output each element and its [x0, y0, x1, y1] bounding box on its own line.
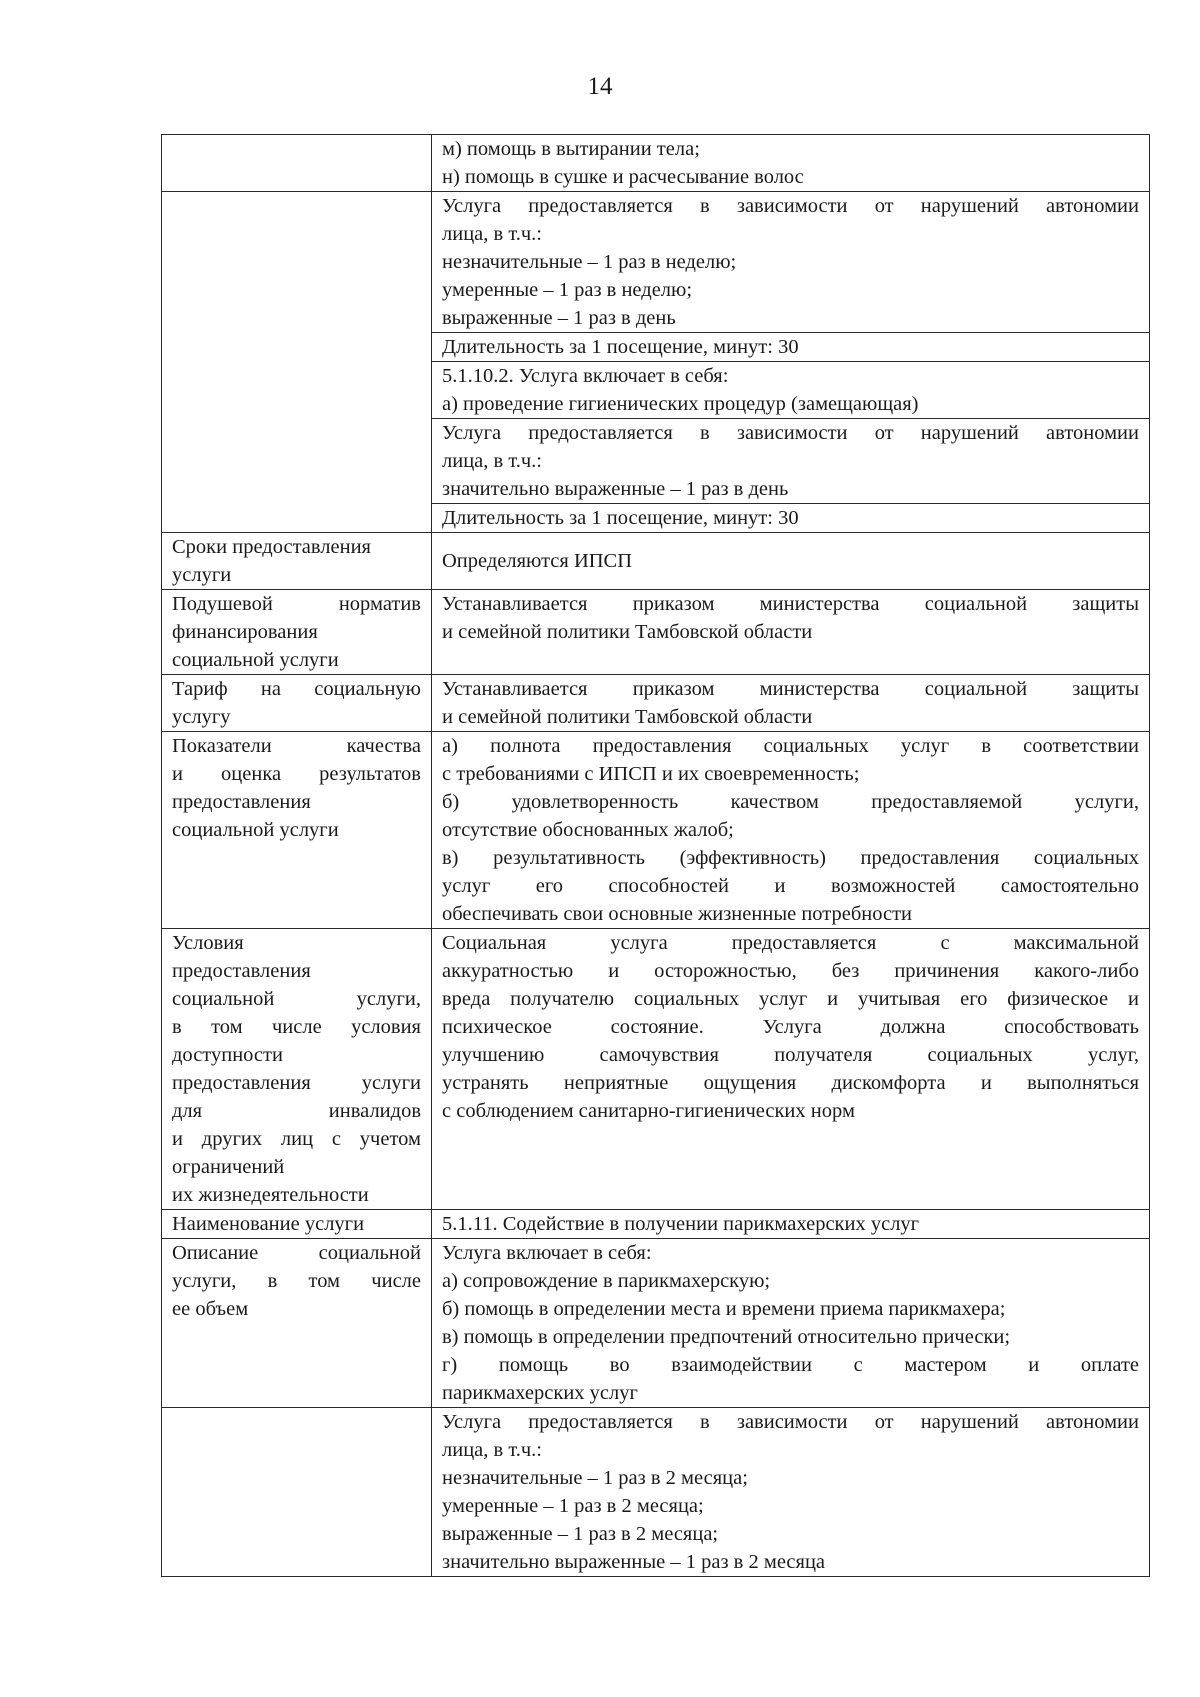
- empty-label-cell: [162, 362, 432, 419]
- text-line: вреда получателю социальных услуг и учитывая его физическое и: [442, 988, 1139, 1010]
- empty-label-cell: [162, 333, 432, 362]
- text-line: психическое состояние. Услуга должна способствовать: [442, 1016, 1139, 1038]
- label-line: финансирования: [172, 621, 318, 643]
- label-line: Показатели качества: [172, 735, 421, 757]
- text-line: Длительность за 1 посещение, минут: 30: [442, 336, 799, 358]
- value-cell: [432, 1210, 1150, 1239]
- table-row: [162, 533, 1150, 590]
- table-row: [162, 929, 1150, 1210]
- label-line: для инвалидов: [172, 1100, 421, 1122]
- empty-label-cell: [162, 504, 432, 533]
- value-cell: [432, 732, 1150, 929]
- label-line: социальной услуги: [172, 819, 339, 841]
- text-line: лица, в т.ч.:: [442, 223, 542, 245]
- text-line: Устанавливается приказом министерства социальной защиты: [442, 678, 1139, 700]
- value-cell: [432, 675, 1150, 732]
- label-line: Наименование услуги: [172, 1213, 365, 1235]
- label-line: услуги, в том числе: [172, 1270, 421, 1292]
- text-line: значительно выраженные – 1 раз в день: [442, 478, 789, 500]
- value-cell: [432, 362, 1150, 419]
- label-line: Тариф на социальную: [172, 678, 421, 700]
- text-line: г) помощь во взаимодействии с мастером и оплате: [442, 1354, 1139, 1376]
- value-cell: [432, 333, 1150, 362]
- value-cell: [432, 135, 1150, 192]
- label-cell: [162, 1239, 432, 1408]
- text-line: Услуга предоставляется в зависимости от нарушений автономии: [442, 1411, 1139, 1433]
- label-line: и других лиц с учетом: [172, 1128, 421, 1150]
- table-row: [162, 333, 1150, 362]
- label-line: Условия: [172, 932, 244, 954]
- label-line: ее объем: [172, 1298, 249, 1320]
- label-line: и оценка результатов: [172, 763, 421, 785]
- label-line: Описание социальной: [172, 1242, 421, 1264]
- value-cell: [432, 419, 1150, 504]
- label-line: Подушевой норматив: [172, 593, 421, 615]
- label-cell: [162, 590, 432, 675]
- label-line: предоставления: [172, 960, 311, 982]
- text-line: н) помощь в сушке и расчесывание волос: [442, 166, 804, 188]
- text-line: умеренные – 1 раз в неделю;: [442, 279, 693, 301]
- text-line: обеспечивать свои основные жизненные потребности: [442, 903, 913, 925]
- table-row: [162, 1408, 1150, 1577]
- table-row: [162, 590, 1150, 675]
- text-line: в) результативность (эффективность) предоставления социальных: [442, 847, 1139, 869]
- text-line: и семейной политики Тамбовской области: [442, 621, 813, 643]
- label-line: ограничений: [172, 1156, 285, 1178]
- label-line: услуги: [172, 564, 232, 586]
- text-line: в) помощь в определении предпочтений относительно прически;: [442, 1326, 1011, 1348]
- label-line: их жизнедеятельности: [172, 1184, 369, 1206]
- text-line: парикмахерских услуг: [442, 1382, 638, 1404]
- label-line: предоставления услуги: [172, 1072, 421, 1094]
- service-table: [161, 134, 1150, 1577]
- empty-label-cell: [162, 1408, 432, 1577]
- table-row: [162, 362, 1150, 419]
- text-line: а) проведение гигиенических процедур (замещающая): [442, 393, 919, 415]
- empty-label-cell: [162, 192, 432, 333]
- text-line: незначительные – 1 раз в 2 месяца;: [442, 1467, 748, 1489]
- value-cell: [432, 192, 1150, 333]
- label-cell: [162, 1210, 432, 1239]
- value-cell: [432, 1239, 1150, 1408]
- table-row: [162, 192, 1150, 333]
- text-line: Услуга предоставляется в зависимости от нарушений автономии: [442, 422, 1139, 444]
- text-line: и семейной политики Тамбовской области: [442, 706, 813, 728]
- text-line: устранять неприятные ощущения дискомфорта и выполняться: [442, 1072, 1139, 1094]
- label-line: социальной услуги: [172, 649, 339, 671]
- value-cell: [432, 1408, 1150, 1577]
- empty-label-cell: [162, 419, 432, 504]
- text-line: лица, в т.ч.:: [442, 1439, 542, 1461]
- label-cell: [162, 533, 432, 590]
- text-line: аккуратностью и осторожностью, без причинения какого-либо: [442, 960, 1139, 982]
- text-line: м) помощь в вытирании тела;: [442, 138, 700, 160]
- table-row: [162, 135, 1150, 192]
- label-line: социальной услуги,: [172, 988, 421, 1010]
- text-line: а) сопровождение в парикмахерскую;: [442, 1270, 771, 1292]
- text-line: Устанавливается приказом министерства социальной защиты: [442, 593, 1139, 615]
- text-line: отсутствие обоснованных жалоб;: [442, 819, 734, 841]
- table-row: [162, 1239, 1150, 1408]
- label-cell: [162, 929, 432, 1210]
- text-line: Социальная услуга предоставляется с максимальной: [442, 932, 1139, 954]
- value-cell: [432, 504, 1150, 533]
- table-row: [162, 732, 1150, 929]
- value-cell: [432, 929, 1150, 1210]
- label-cell: [162, 675, 432, 732]
- text-line: 5.1.11. Содействие в получении парикмахерских услуг: [442, 1213, 920, 1235]
- text-line: с требованиями с ИПСП и их своевременность;: [442, 763, 860, 785]
- page-number: 14: [587, 73, 613, 100]
- text-line: б) помощь в определении места и времени приема парикмахера;: [442, 1298, 1006, 1320]
- value-cell: [432, 590, 1150, 675]
- text-line: умеренные – 1 раз в 2 месяца;: [442, 1495, 704, 1517]
- text-line: значительно выраженные – 1 раз в 2 месяца: [442, 1551, 826, 1573]
- label-line: Сроки предоставления: [172, 536, 371, 558]
- text-line: выраженные – 1 раз в день: [442, 307, 676, 329]
- text-line: улучшению самочувствия получателя социальных услуг,: [442, 1044, 1139, 1066]
- text-line: Определяются ИПСП: [442, 550, 633, 572]
- text-line: выраженные – 1 раз в 2 месяца;: [442, 1523, 719, 1545]
- text-line: Услуга предоставляется в зависимости от нарушений автономии: [442, 195, 1139, 217]
- label-line: предоставления: [172, 791, 311, 813]
- text-line: услуг его способностей и возможностей самостоятельно: [442, 875, 1139, 897]
- label-line: доступности: [172, 1044, 283, 1066]
- table-row: [162, 1210, 1150, 1239]
- label-cell: [162, 732, 432, 929]
- text-line: б) удовлетворенность качеством предоставляемой услуги,: [442, 791, 1139, 813]
- table-row: [162, 419, 1150, 504]
- label-line: в том числе условия: [172, 1016, 421, 1038]
- text-line: с соблюдением санитарно-гигиенических норм: [442, 1100, 855, 1122]
- text-line: Длительность за 1 посещение, минут: 30: [442, 507, 799, 529]
- text-line: а) полнота предоставления социальных услуг в соответствии: [442, 735, 1139, 757]
- label-line: услугу: [172, 706, 231, 728]
- value-cell: [432, 533, 1150, 590]
- text-line: лица, в т.ч.:: [442, 450, 542, 472]
- text-line: 5.1.10.2. Услуга включает в себя:: [442, 365, 729, 387]
- table-row: [162, 504, 1150, 533]
- table-row: [162, 675, 1150, 732]
- empty-label-cell: [162, 135, 432, 192]
- text-line: незначительные – 1 раз в неделю;: [442, 251, 737, 273]
- text-line: Услуга включает в себя:: [442, 1242, 652, 1264]
